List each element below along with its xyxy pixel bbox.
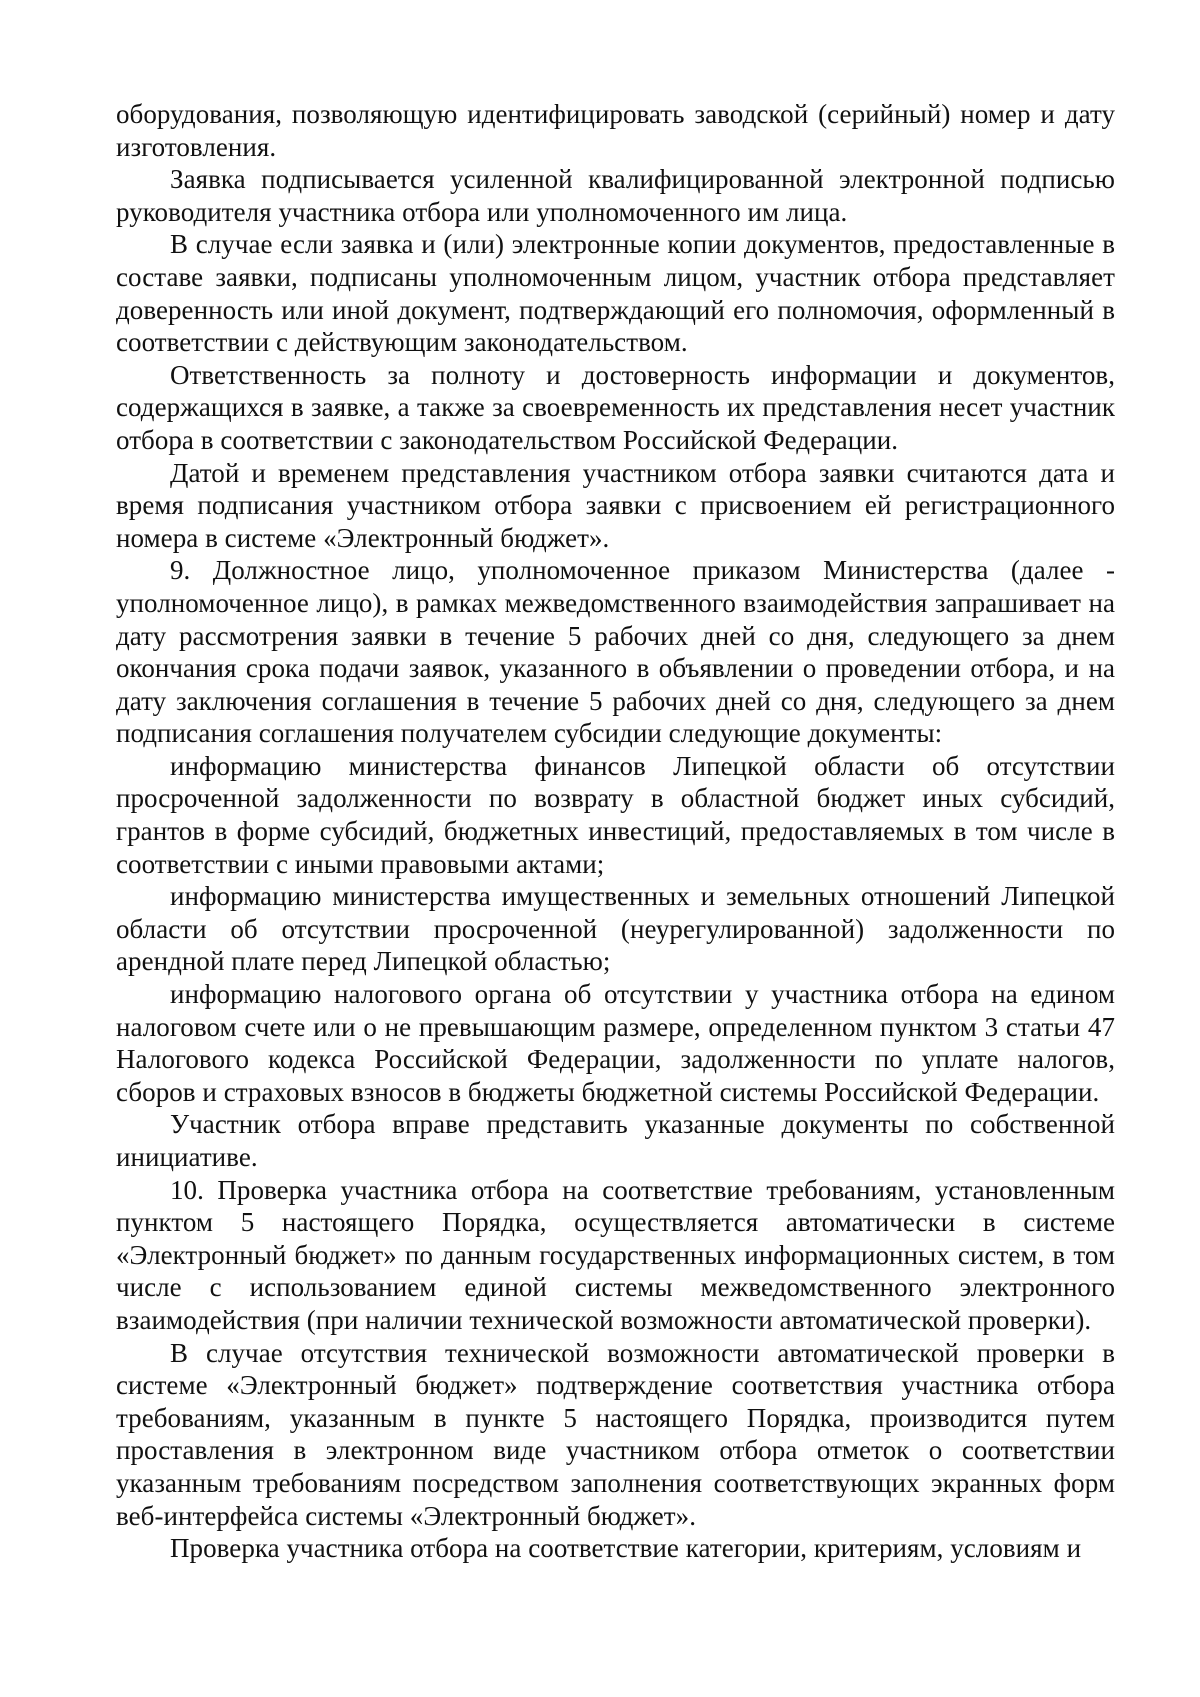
paragraph-category-check: Проверка участника отбора на соответствие категории, критериям, условиям и bbox=[170, 1533, 1082, 1564]
paragraph-tax-authority-info: информацию налогового органа об отсутствии у участника отбора на едином налоговом счете или о не превышающим размере, определенном пунктом 3 статьи 47 Налогового кодекса Российской Федерации, задолженности по уплате налогов, сборов и страховых взносов в бюджеты бюджетной системы Российской Федерации. bbox=[116, 979, 1115, 1107]
document-body bbox=[116, 98, 1115, 1565]
paragraph-application-signature: Заявка подписывается усиленной квалифицированной электронной подписью руководителя участника отбора или уполномоченного им лица. bbox=[116, 164, 1115, 227]
paragraph-authorized-person: В случае если заявка и (или) электронные копии документов, предоставленные в составе заявки, подписаны уполномоченным лицом, участник отбора представляет доверенность или иной документ, подтверждающий его полномочия, оформленный в соответствии с действующим законодательством. bbox=[116, 229, 1115, 358]
paragraph-continuation-equipment: оборудования, позволяющую идентифицировать заводской (серийный) номер и дату изготовления. bbox=[116, 99, 1115, 162]
paragraph-no-automatic-check: В случае отсутствия технической возможности автоматической проверки в системе «Электронный бюджет» подтверждение соответствия участника отбора требованиям, указанным в пункте 5 настоящего Порядка, производится путем проставления в электронном виде участником отбора отметок о соответствии указанным требованиям посредством заполнения соответствующих экранных форм веб-интерфейса системы «Электронный бюджет». bbox=[116, 1337, 1115, 1531]
paragraph-responsibility: Ответственность за полноту и достоверность информации и документов, содержащихся в заявке, а также за своевременность их представления несет участник отбора в соответствии с законодательством Российской Федерации. bbox=[116, 359, 1115, 455]
paragraph-finance-ministry-info: информацию министерства финансов Липецкой области об отсутствии просроченной задолженности по возврату в областной бюджет иных субсидий, грантов в форме субсидий, бюджетных инвестиций, предоставляемых в том числе в соответствии с иными правовыми актами; bbox=[116, 750, 1115, 879]
paragraph-item-10: 10. Проверка участника отбора на соответствие требованиям, установленным пунктом 5 настоящего Порядка, осуществляется автоматически в системе «Электронный бюджет» по данным государственных информационных систем, в том числе с использованием единой системы межведомственного электронного взаимодействия (при наличии технической возможности автоматической проверки). bbox=[116, 1174, 1115, 1335]
paragraph-property-ministry-info: информацию министерства имущественных и земельных отношений Липецкой области об отсутствии просроченной (неурегулированной) задолженности по арендной плате перед Липецкой областью; bbox=[116, 881, 1115, 977]
paragraph-item-9: 9. Должностное лицо, уполномоченное приказом Министерства (далее - уполномоченное лицо), в рамках межведомственного взаимодействия запрашивает на дату рассмотрения заявки в течение 5 рабочих дней со дня, следующего за днем окончания срока подачи заявок, указанного в объявлении о проведении отбора, и на дату заключения соглашения в течение 5 рабочих дней со дня, следующего за днем подписания соглашения получателем субсидии следующие документы: bbox=[116, 555, 1115, 749]
paragraph-submission-date: Датой и временем представления участником отбора заявки считаются дата и время подписания участником отбора заявки с присвоением ей регистрационного номера в системе «Электронный бюджет». bbox=[116, 457, 1115, 553]
paragraph-own-initiative: Участник отбора вправе представить указанные документы по собственной инициативе. bbox=[116, 1109, 1115, 1172]
